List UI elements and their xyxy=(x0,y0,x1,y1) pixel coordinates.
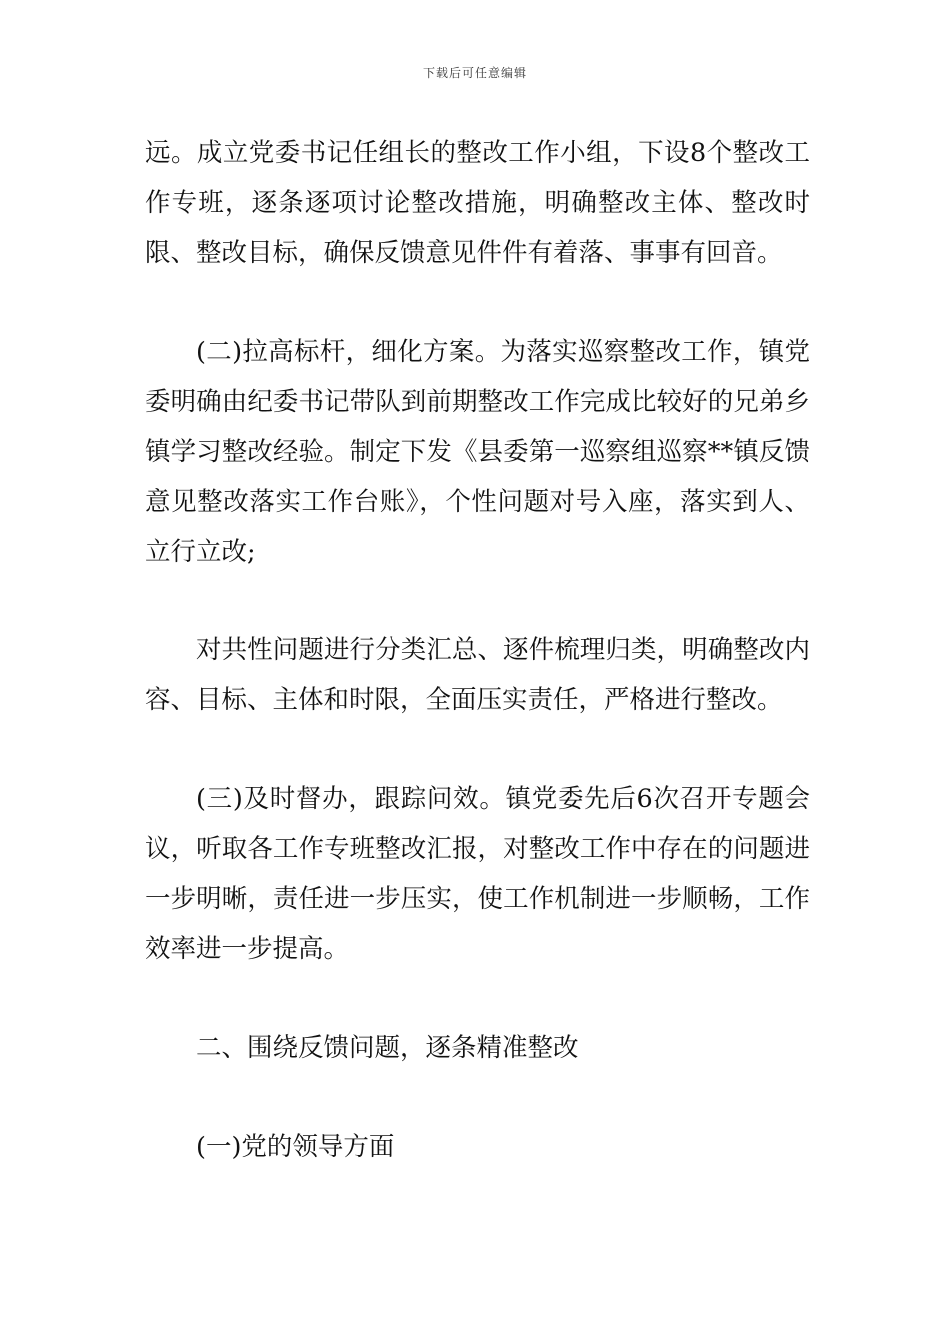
paragraph-common-issues: 对共性问题进行分类汇总、逐件梳理归类，明确整改内容、目标、主体和时限，全面压实责任，严格进行整改。 xyxy=(145,635,810,715)
heading-party-leadership: (一)党的领导方面 xyxy=(196,1132,395,1162)
paragraph-section-three: (三)及时督办，跟踪问效。镇党委先后6次召开专题会议，听取各工作专班整改汇报，对整改工作中存在的问题进一步明晰，责任进一步压实，使工作机制进一步顺畅，工作效率进一步提高。 xyxy=(145,784,810,964)
heading-part-two: 二、围绕反馈问题，逐条精准整改 xyxy=(196,1033,579,1063)
page-header: 下载后可任意编辑 xyxy=(422,66,527,80)
paragraph-section-two: (二)拉高标杆，细化方案。为落实巡察整改工作，镇党委明确由纪委书记带队到前期整改工作完成比较好的兄弟乡镇学习整改经验。制定下发《县委第一巡察组巡察**镇反馈意见整改落实工作台账》，个性问题对号入座，落实到人、立行立改; xyxy=(145,337,810,567)
paragraph-continuation: 远。成立党委书记任组长的整改工作小组，下设8个整改工作专班，逐条逐项讨论整改措施，明确整改主体、整改时限、整改目标，确保反馈意见件件有着落、事事有回音。 xyxy=(145,138,810,268)
